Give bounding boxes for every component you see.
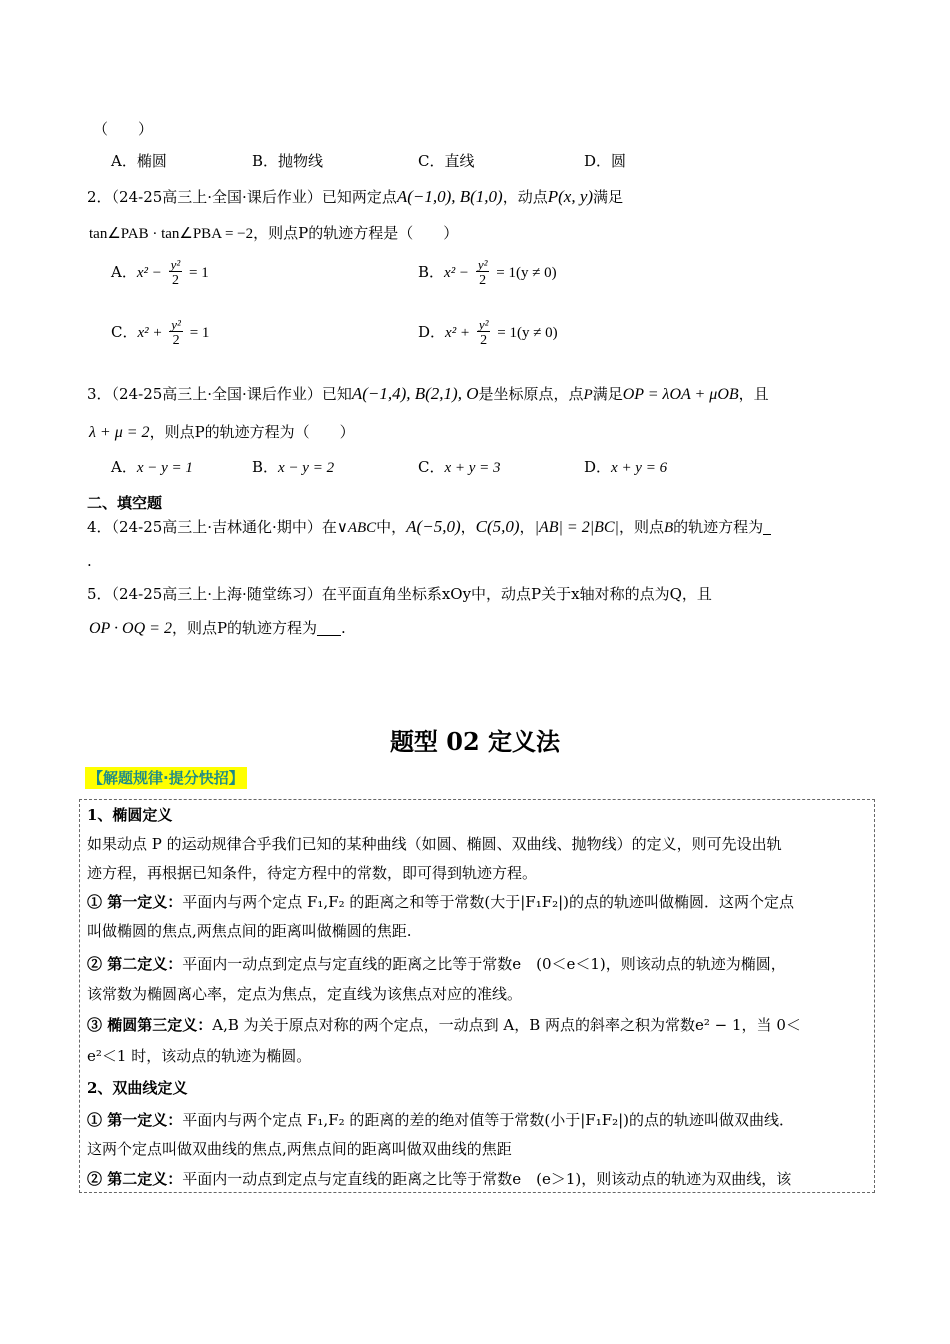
q3-option-c xyxy=(418,456,501,477)
box-para1-line2: 迹方程，再根据已知条件，待定方程中的常数，即可得到轨迹方程。 xyxy=(87,864,538,882)
q4-end: . xyxy=(87,552,92,570)
q2-points: A(−1,0), B(1,0) xyxy=(396,187,503,206)
q3-points: A(−1,4), B(2,1), O xyxy=(351,384,479,403)
q2-line1 xyxy=(87,186,623,207)
ellipse-def2-line2: 该常数为椭圆离心率，定点为焦点，定直线为该焦点对应的准线。 xyxy=(87,985,523,1003)
q3-option-a xyxy=(111,456,193,477)
option-label: C． xyxy=(418,458,445,476)
fraction-denominator: 2 xyxy=(169,271,183,288)
q4-triangle: ABC xyxy=(347,520,377,536)
equation-part: = 1 xyxy=(185,325,210,341)
hyperbola-def-heading: 2、双曲线定义 xyxy=(87,1079,188,1097)
equation-part: x² − xyxy=(444,265,473,281)
def-text: A,B 为关于原点对称的两个定点，一动点到 A，B 两点的斜率之积为常数e² − 1，当 0＜ xyxy=(212,1016,801,1034)
q2-ask: ，则点P的轨迹方程是（ ） xyxy=(253,224,459,242)
q4-source: （24-25高三上·吉林通化·期中）在∨ xyxy=(111,518,348,536)
hyperbola-def1-line1 xyxy=(87,1109,794,1130)
q3-condition: λ + μ = 2 xyxy=(89,424,150,441)
q5-ask: ，则点P的轨迹方程为 xyxy=(171,619,318,637)
def-lead: ② 第二定义： xyxy=(87,955,183,973)
fraction-denominator: 2 xyxy=(477,331,491,348)
q1-option-c: C．直线 xyxy=(418,152,475,170)
option-label: A． xyxy=(111,263,137,281)
q2-option-c xyxy=(111,318,209,348)
hyperbola-def2-line1 xyxy=(87,1168,791,1189)
q5-condition: OP · OQ = 2 xyxy=(89,620,172,637)
q4-mid: 中， xyxy=(376,518,407,536)
def-text: 平面内一动点到定点与定直线的距离之比等于常数e (0＜e＜1)，则该动点的轨迹为椭圆， xyxy=(182,955,786,973)
q2-mid: ，动点 xyxy=(502,188,548,206)
fraction-numerator: y² xyxy=(477,257,488,272)
def-lead: ① 第一定义： xyxy=(87,1111,183,1129)
q5-end: . xyxy=(341,619,346,637)
q3-line1 xyxy=(87,383,769,404)
ellipse-def1-line2: 叫做椭圆的焦点,两焦点间的距离叫做椭圆的焦距. xyxy=(87,922,412,940)
q3-source: （24-25高三上·全国·课后作业）已知 xyxy=(111,385,352,403)
box-para1-line1: 如果动点 P 的运动规律合乎我们已知的某种曲线（如圆、椭圆、双曲线、抛物线）的定义，则可先设出轨 xyxy=(87,835,782,853)
section-fill-in-title: 二、填空题 xyxy=(87,494,163,512)
section-title: 题型 02 定义法 xyxy=(389,727,561,756)
hyperbola-def1-line2: 这两个定点叫做双曲线的焦点,两焦点间的距离叫做双曲线的焦距 xyxy=(87,1140,512,1158)
ellipse-def3-line2: e²＜1 时，该动点的轨迹为椭圆。 xyxy=(87,1047,312,1065)
q4-condition: |AB| = 2|BC| xyxy=(534,519,619,536)
q2-option-b xyxy=(418,258,557,288)
equation-part: x² + xyxy=(137,325,167,341)
option-label: D． xyxy=(418,323,446,341)
q5-number: 5． xyxy=(87,585,112,603)
ellipse-def3-line1 xyxy=(87,1014,801,1035)
ellipse-def2-line1 xyxy=(87,953,786,974)
equation-part: = 1(y ≠ 0) xyxy=(493,325,558,341)
option-equation: x + y = 3 xyxy=(444,460,501,476)
equation-part: = 1 xyxy=(185,265,209,281)
equation-part: x² + xyxy=(445,325,474,341)
tips-tag-label: 【解题规律·提分快招】 xyxy=(85,767,247,789)
q3-line2 xyxy=(89,421,355,442)
fraction-numerator: y² xyxy=(478,317,489,332)
q3-vector-eq: OP = λOA + μOB xyxy=(622,386,739,403)
q1-option-b: B．抛物线 xyxy=(252,152,324,170)
def-lead: ② 第二定义： xyxy=(87,1170,183,1188)
def-text: 平面内一动点到定点与定直线的距离之比等于常数e (e＞1)，则该动点的轨迹为双曲线，该 xyxy=(182,1170,792,1188)
q5-line1 xyxy=(87,583,712,604)
ellipse-def1-line1 xyxy=(87,891,794,912)
q5-text: （24-25高三上·上海·随堂练习）在平面直角坐标系xOy中，动点P关于x轴对称的点为Q，且 xyxy=(111,585,712,603)
def-lead: ③ 椭圆第三定义： xyxy=(87,1016,213,1034)
fraction-denominator: 2 xyxy=(476,271,490,288)
fraction-denominator: 2 xyxy=(169,331,183,348)
answer-blank xyxy=(763,522,771,535)
option-equation: x − y = 1 xyxy=(136,460,193,476)
q4-point-a: A(−5,0) xyxy=(406,517,461,536)
equation-part: x² − xyxy=(136,265,166,281)
equation-part: = 1(y ≠ 0) xyxy=(492,265,557,281)
option-equation: x + y = 6 xyxy=(611,460,668,476)
option-label: B． xyxy=(252,458,279,476)
q3-option-b xyxy=(252,456,334,477)
q2-option-a xyxy=(111,258,209,288)
q4-line1 xyxy=(87,516,771,537)
option-label: D． xyxy=(584,458,612,476)
q3-point-p: P xyxy=(583,387,593,403)
q2-source: （24-25高三上·全国·课后作业）已知两定点 xyxy=(111,188,397,206)
q2-condition: tan∠PAB · tan∠PBA = −2 xyxy=(89,226,254,242)
ellipse-def-heading: 1、椭圆定义 xyxy=(87,806,173,824)
q3-ask: ，则点P的轨迹方程为（ ） xyxy=(149,423,355,441)
def-text: 平面内与两个定点 F₁,F₂ 的距离的差的绝对值等于常数(小于|F₁F₂|)的点的轨迹叫做双曲线． xyxy=(182,1111,795,1129)
q1-option-d: D．圆 xyxy=(584,152,627,170)
q4-ask2: 的轨迹方程为 xyxy=(673,518,764,536)
q4-number: 4． xyxy=(87,518,112,536)
q4-point-c: C(5,0) xyxy=(475,517,520,536)
q2-point-p: P(x, y) xyxy=(547,187,594,206)
def-lead: ① 第一定义： xyxy=(87,893,183,911)
q3-number: 3． xyxy=(87,385,112,403)
fraction-numerator: y² xyxy=(170,257,181,272)
q5-line2 xyxy=(89,617,346,638)
q2-line2 xyxy=(89,222,458,243)
q1-option-a: A．椭圆 xyxy=(111,152,167,170)
q2-option-d xyxy=(418,318,558,348)
fraction-numerator: y² xyxy=(171,317,181,332)
option-label: B． xyxy=(418,263,445,281)
fraction xyxy=(477,318,491,348)
fraction xyxy=(476,258,490,288)
option-label: A． xyxy=(111,458,137,476)
q3-option-d xyxy=(584,456,667,477)
q3-cond1: 满足 xyxy=(592,385,623,403)
q1-paren: （ ） xyxy=(93,120,154,138)
def-text: 平面内与两个定点 F₁,F₂ 的距离之和等于常数(大于|F₁F₂|)的点的轨迹叫做椭圆．这两个定点 xyxy=(182,893,795,911)
q4-comma: ， xyxy=(460,518,476,536)
option-equation: x − y = 2 xyxy=(278,460,335,476)
q4-comma2: ， xyxy=(519,518,535,536)
q2-tail: 满足 xyxy=(593,188,624,206)
fraction xyxy=(169,318,183,348)
q2-number: 2． xyxy=(87,188,112,206)
tips-tag xyxy=(85,767,247,788)
fraction xyxy=(169,258,183,288)
q4-point-b: B xyxy=(663,520,674,536)
q3-mid: 是坐标原点，点 xyxy=(478,385,584,403)
answer-blank xyxy=(317,623,341,636)
option-label: C． xyxy=(111,323,138,341)
q4-ask: ，则点 xyxy=(618,518,664,536)
q3-tail: ，且 xyxy=(738,385,769,403)
